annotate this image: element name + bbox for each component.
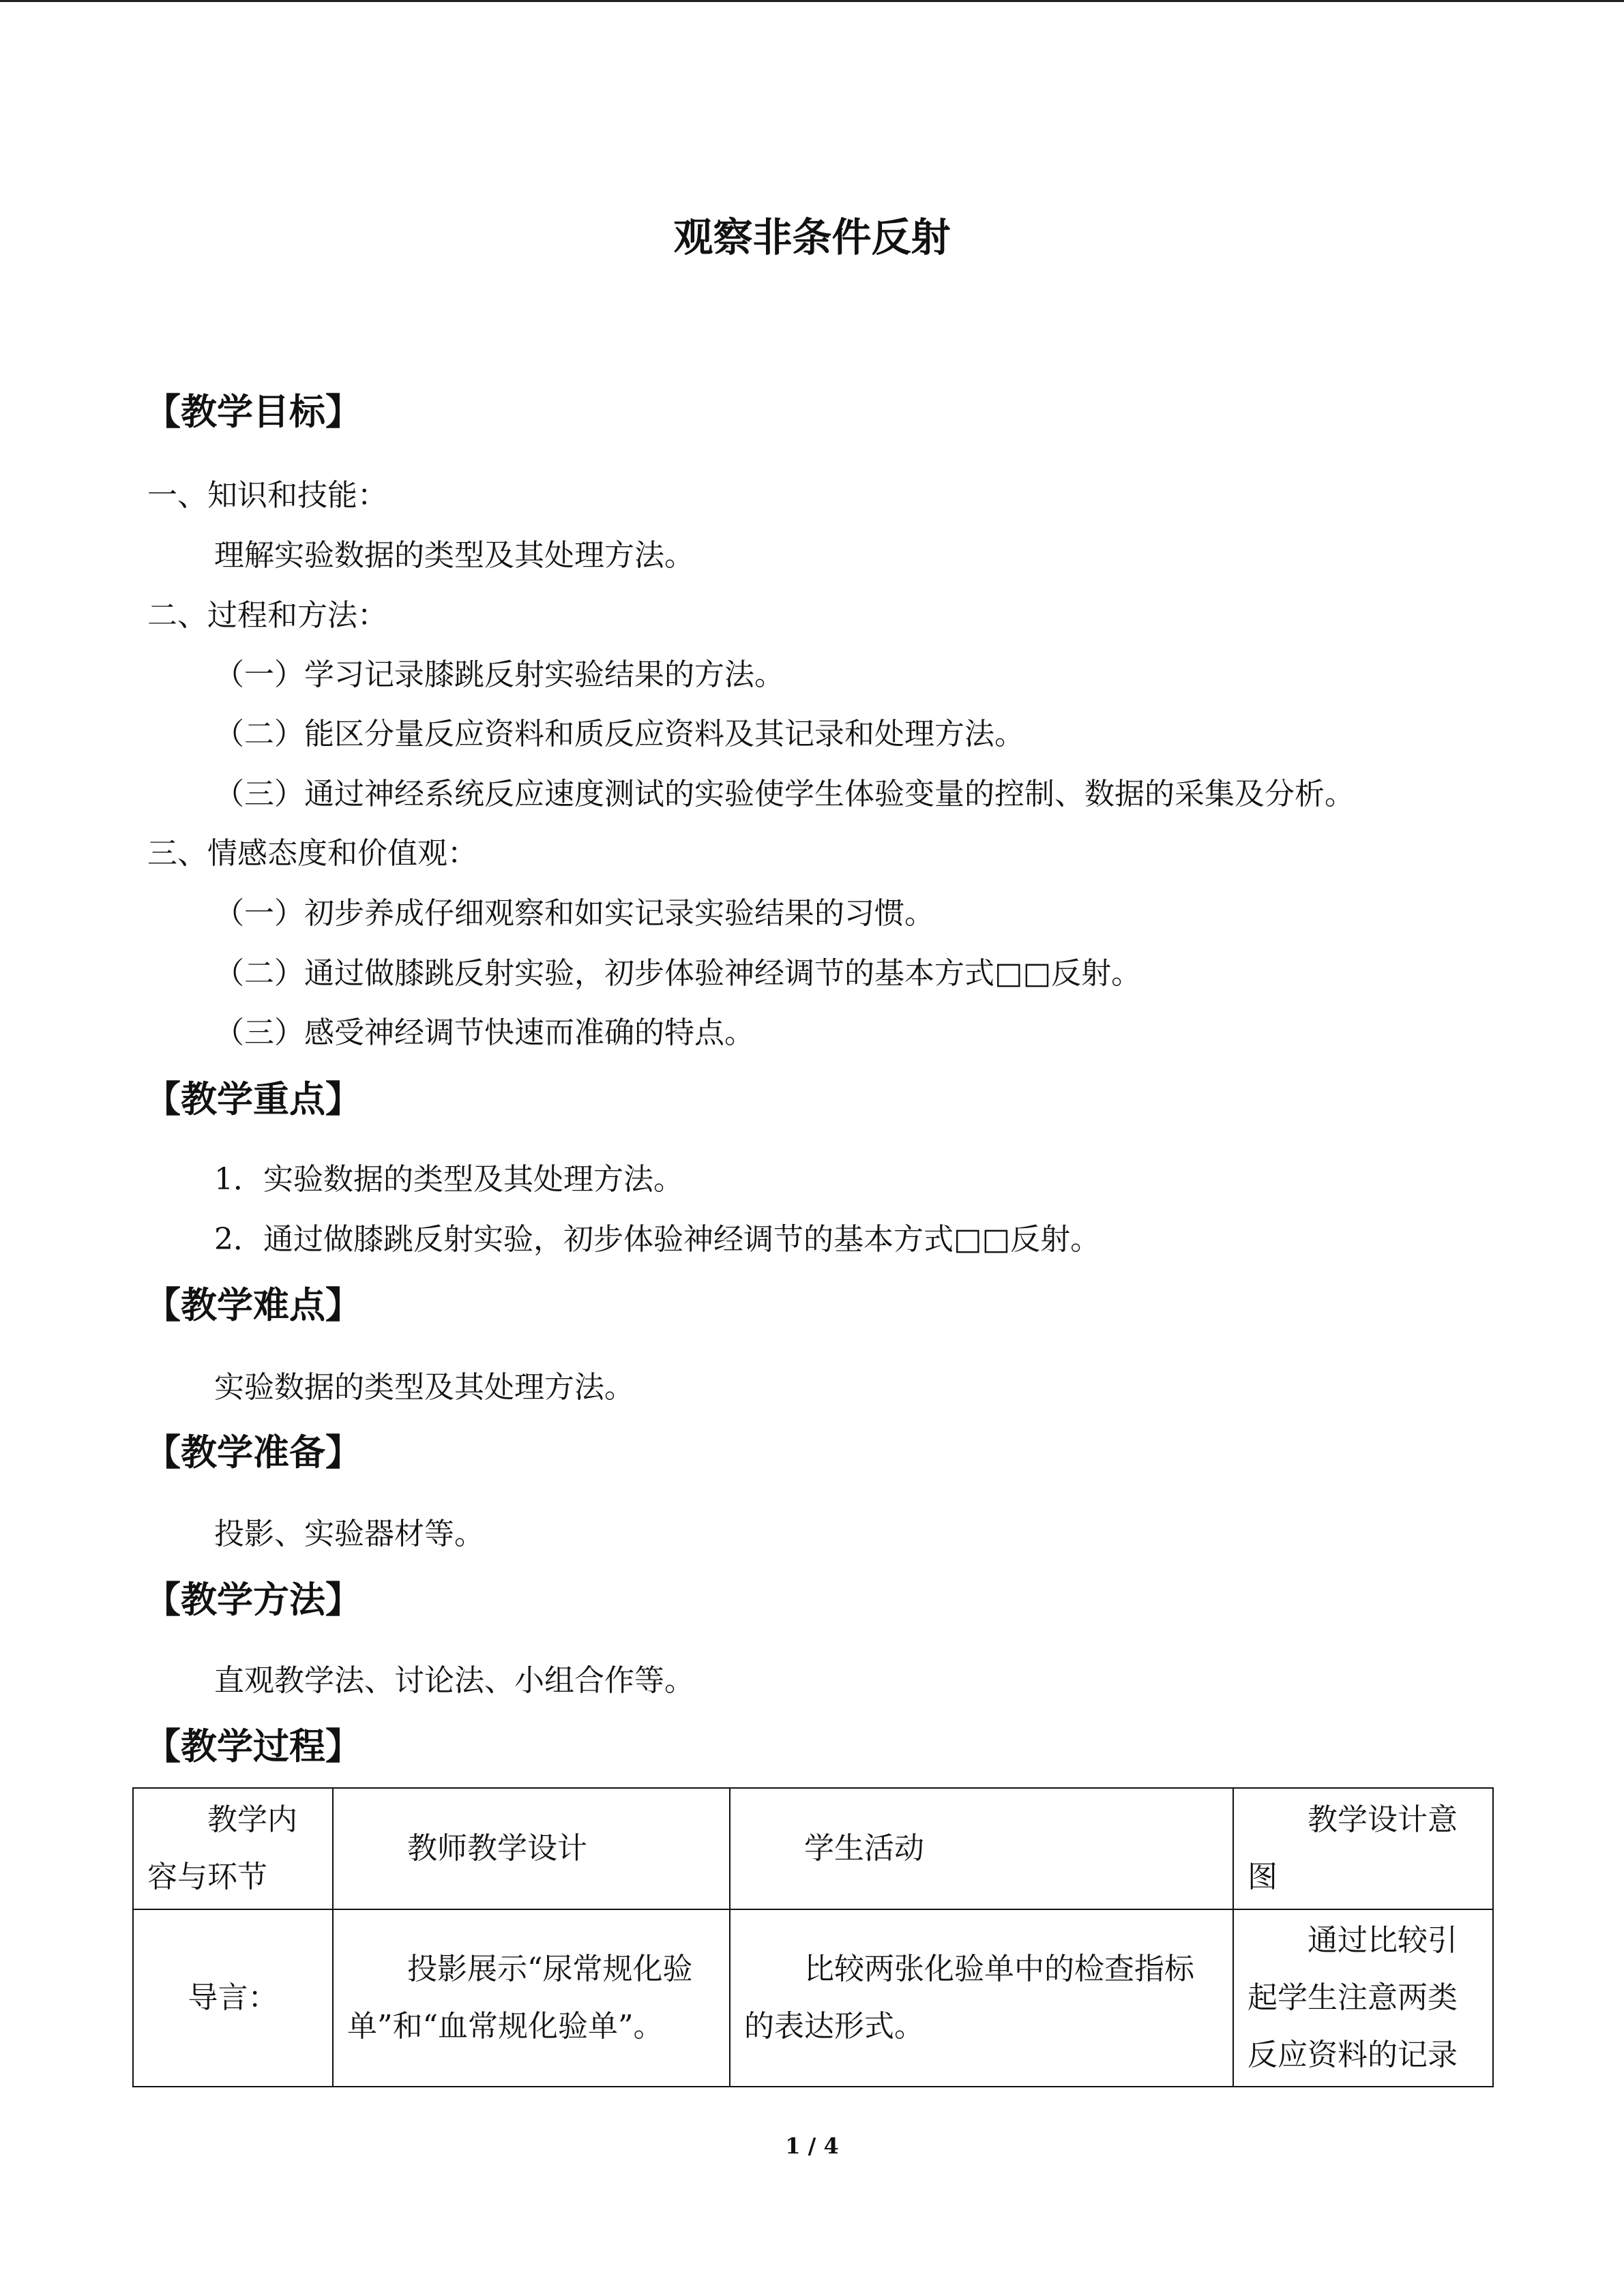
heading-process: 【教学过程】 bbox=[145, 1726, 361, 1768]
table-header-row bbox=[133, 1788, 1493, 1909]
table-cell: 导言： bbox=[133, 1909, 333, 2087]
goals-emotion-item-2: （二）通过做膝跳反射实验，初步体验神经调节的基本方式□□反射。 bbox=[214, 956, 1142, 991]
heading-key-points: 【教学重点】 bbox=[145, 1079, 361, 1120]
table-header-cell: 教学内容与环节 bbox=[133, 1788, 333, 1909]
heading-difficulty: 【教学难点】 bbox=[145, 1285, 361, 1326]
heading-goals: 【教学目标】 bbox=[145, 391, 361, 433]
method-text: 直观教学法、讨论法、小组合作等。 bbox=[214, 1663, 694, 1698]
goals-knowledge-heading: 一、知识和技能： bbox=[147, 478, 387, 513]
page-number: 1 / 4 bbox=[785, 2133, 839, 2159]
table-header-cell: 教学设计意图 bbox=[1233, 1788, 1493, 1909]
table-cell: 通过比较引起学生注意两类反应资料的记录 bbox=[1233, 1909, 1493, 2087]
table-cell: 投影展示“尿常规化验单”和“血常规化验单”。 bbox=[333, 1909, 730, 2087]
goals-process-heading: 二、过程和方法： bbox=[147, 598, 387, 633]
process-table bbox=[132, 1787, 1494, 2087]
key-point-1: 1．实验数据的类型及其处理方法。 bbox=[214, 1162, 683, 1197]
table-header-cell: 教师教学设计 bbox=[333, 1788, 730, 1909]
key-point-2: 2．通过做膝跳反射实验，初步体验神经调节的基本方式□□反射。 bbox=[214, 1222, 1101, 1257]
preparation-text: 投影、实验器材等。 bbox=[214, 1517, 484, 1551]
document-title: 观察非条件反射 bbox=[673, 214, 951, 260]
goals-knowledge-item: 理解实验数据的类型及其处理方法。 bbox=[214, 538, 694, 573]
goals-emotion-item-1: （一）初步养成仔细观察和如实记录实验结果的习惯。 bbox=[214, 896, 934, 931]
heading-preparation: 【教学准备】 bbox=[145, 1432, 361, 1474]
difficulty-text: 实验数据的类型及其处理方法。 bbox=[214, 1370, 634, 1405]
table-cell: 比较两张化验单中的检查指标的表达形式。 bbox=[730, 1909, 1233, 2087]
goals-emotion-heading: 三、情感态度和价值观： bbox=[147, 836, 477, 871]
table-header-cell: 学生活动 bbox=[730, 1788, 1233, 1909]
goals-process-item-2: （二）能区分量反应资料和质反应资料及其记录和处理方法。 bbox=[214, 717, 1024, 751]
table-row bbox=[133, 1909, 1493, 2087]
goals-emotion-item-3: （三）感受神经调节快速而准确的特点。 bbox=[214, 1015, 754, 1050]
goals-process-item-1: （一）学习记录膝跳反射实验结果的方法。 bbox=[214, 657, 784, 692]
heading-method: 【教学方法】 bbox=[145, 1579, 361, 1621]
goals-process-item-3: （三）通过神经系统反应速度测试的实验使学生体验变量的控制、数据的采集及分析。 bbox=[214, 777, 1355, 811]
